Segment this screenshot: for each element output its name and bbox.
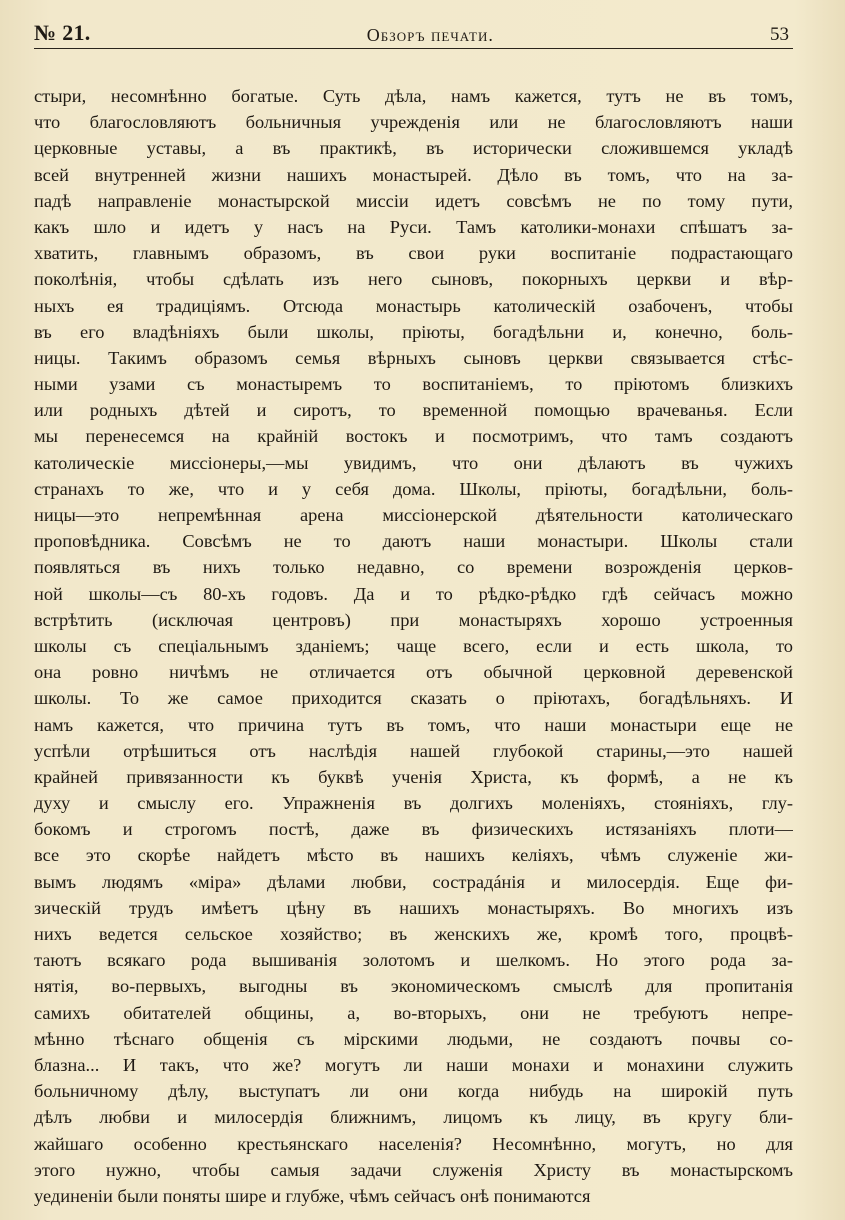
text-line: жайшаго особенно крестьянскаго населенія? Несомнѣнно, могутъ, но для — [34, 1133, 793, 1154]
text-line: церковные уставы, а въ практикѣ, въ исторически сложившемся укладѣ — [34, 138, 793, 159]
text-line: падѣ направленіе монастырской миссіи идетъ совсѣмъ не по тому пути, — [34, 190, 793, 211]
text-line: католическіе миссіонеры,—мы увидимъ, что они дѣлаютъ въ чужихъ — [34, 452, 793, 473]
page-number: 53 — [770, 24, 789, 45]
text-line: странахъ то же, что и у себя дома. Школы, пріюты, богадѣльни, боль- — [34, 478, 793, 499]
page-header — [34, 18, 793, 49]
text-line: вымъ людямъ «міра» дѣлами любви, сострадáнія и милосердія. Еще фи- — [34, 871, 793, 892]
text-line: хватить, главнымъ образомъ, въ свои руки воспитаніе подрастающаго — [34, 243, 793, 264]
text-line: блазна... И такъ, что же? могутъ ли наши монахи и монахини служить — [34, 1054, 793, 1075]
text-line: нятія, во-первыхъ, выгодны въ экономическомъ смыслѣ для пропитанія — [34, 976, 793, 997]
text-line: уединеніи были поняты шире и глубже, чѣмъ сейчасъ онѣ понимаются — [34, 1185, 591, 1206]
text-line: нихъ ведется сельское хозяйство; въ женскихъ же, кромѣ того, процвѣ- — [34, 924, 793, 944]
text-line: что благословляютъ больничныя учрежденія или не благословляютъ наши — [34, 112, 793, 133]
text-line: или родныхъ дѣтей и сиротъ, то временной помощью врачеванья. Если — [34, 400, 793, 421]
text-line: таютъ всякаго рода вышиванія золотомъ и шелкомъ. Но этого рода за- — [34, 950, 793, 971]
text-line: ницы—это непремѣнная арена миссіонерской дѣятельности католическаго — [34, 505, 793, 525]
text-line: духу и смыслу его. Упражненія въ долгихъ моленіяхъ, стояніяхъ, глу- — [34, 793, 793, 814]
text-line: встрѣтить (исключая центровъ) при монастыряхъ хорошо устроенныя — [34, 609, 793, 630]
text-line: ныхъ ея традиціямъ. Отсюда монастырь католическій озабоченъ, чтобы — [34, 295, 793, 316]
text-line: ной школы—съ 80-хъ годовъ. Да и то рѣдко-рѣдко гдѣ сейчасъ можно — [34, 583, 793, 604]
text-line: бокомъ и строгомъ постѣ, даже въ физическихъ истязаніяхъ плоти— — [34, 819, 793, 840]
text-line: мы перенесемся на крайній востокъ и посмотримъ, что тамъ создаютъ — [34, 426, 793, 447]
article-body — [34, 83, 793, 1209]
text-line: больничному дѣлу, выступатъ ли они когда нибудь на широкій путь — [34, 1081, 793, 1102]
text-line: самихъ обитателей общины, а, во-вторыхъ, они не требуютъ непре- — [34, 1002, 793, 1023]
text-line: дѣлъ любви и милосердія ближнимъ, лицомъ къ лицу, въ кругу бли- — [34, 1107, 793, 1128]
text-line: школы съ спеціальнымъ зданіемъ; чаще всего, если и есть школа, то — [34, 635, 793, 656]
text-line: намъ кажется, что причина тутъ въ томъ, что наши монастыри еще не — [34, 714, 793, 735]
text-line: всей внутренней жизни нашихъ монастырей. Дѣло въ томъ, что на за- — [34, 164, 793, 185]
text-line: крайней привязанности къ буквѣ ученія Христа, къ формѣ, а не къ — [34, 766, 793, 787]
issue-number: № 21. — [34, 20, 91, 45]
text-line: зическій трудъ имѣетъ цѣну въ нашихъ монастыряхъ. Во многихъ изъ — [34, 897, 793, 918]
text-line: проповѣдника. Совсѣмъ не то даютъ наши монастыри. Школы стали — [34, 531, 793, 552]
text-line: школы. То же самое приходится сказать о пріютахъ, богадѣльняхъ. И — [34, 688, 793, 709]
text-line: ницы. Такимъ образомъ семья вѣрныхъ сыновъ церкви связывается стѣс- — [34, 347, 793, 368]
text-line: все это скорѣе найдетъ мѣсто въ нашихъ келіяхъ, чѣмъ служеніе жи- — [34, 845, 793, 866]
running-title: Обзоръ печати. — [366, 25, 494, 45]
text-line: этого нужно, чтобы самыя задачи служенія Христу въ монастырскомъ — [34, 1159, 793, 1180]
text-line: мѣнно тѣснаго общенія съ мірскими людьми, не создаютъ почвы со- — [34, 1028, 793, 1049]
text-line: стыри, несомнѣнно богатые. Суть дѣла, намъ кажется, тутъ не въ томъ, — [34, 86, 793, 106]
text-line: успѣли отрѣшиться отъ наслѣдія нашей глубокой старины,—это нашей — [34, 740, 793, 761]
text-line: въ его владѣніяхъ были школы, пріюты, богадѣльни и, конечно, боль- — [34, 321, 793, 342]
text-line: поколѣнія, чтобы сдѣлать изъ него сыновъ, покорныхъ церкви и вѣр- — [34, 269, 793, 290]
text-line: она ровно ничѣмъ не отличается отъ обычной церковной деревенской — [34, 662, 793, 683]
text-line: ными узами съ монастыремъ то воспитаніемъ, то пріютомъ близкихъ — [34, 374, 793, 395]
text-line: какъ шло и идетъ у насъ на Руси. Тамъ католики-монахи спѣшатъ за- — [34, 216, 793, 237]
text-line: появляться въ нихъ только недавно, со времени возрожденія церков- — [34, 557, 793, 578]
